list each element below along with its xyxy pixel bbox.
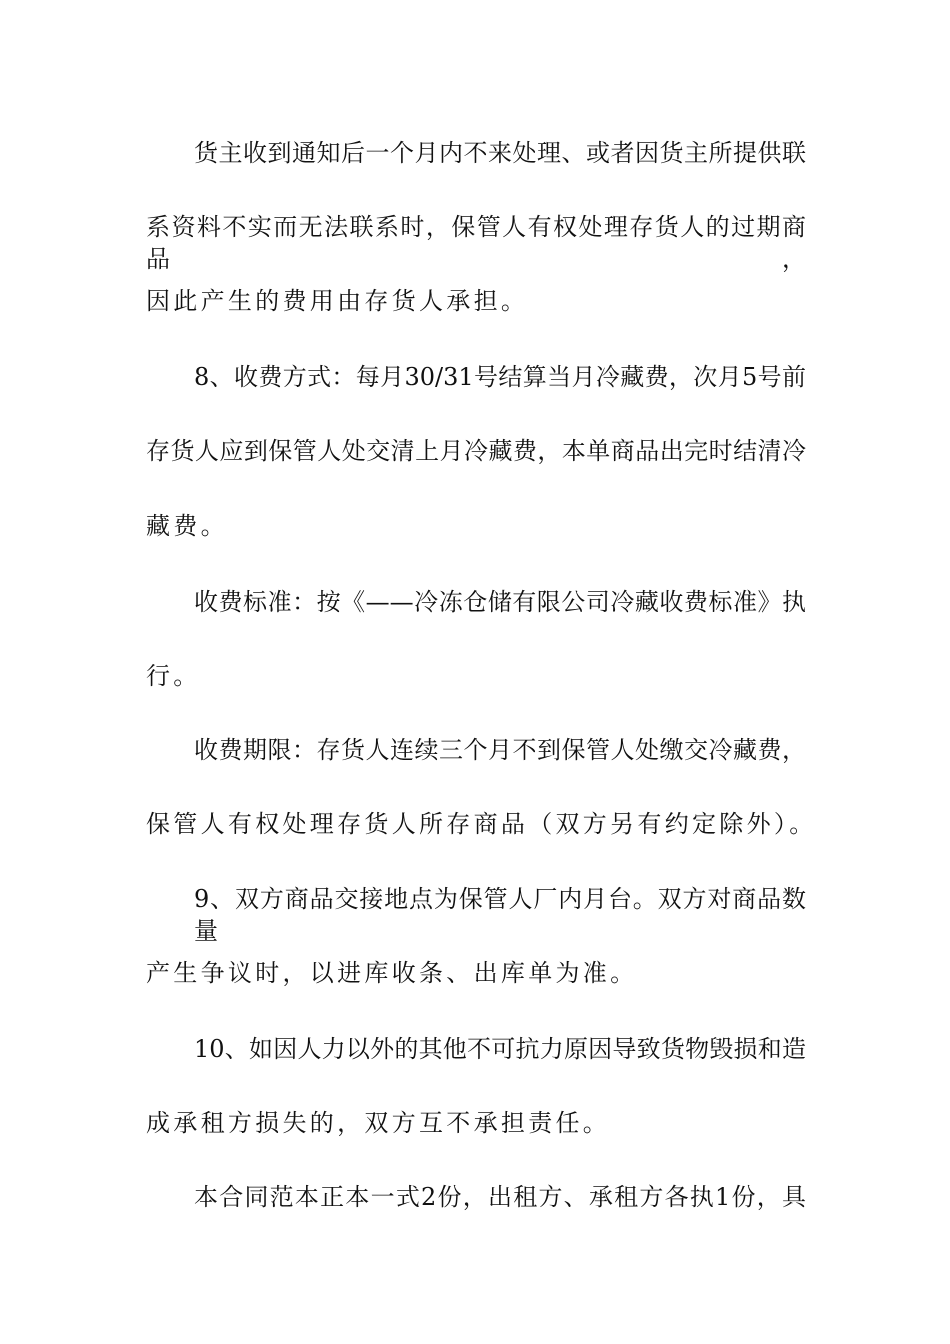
paragraph-line: 产生争议时，以进库收条、出库单为准。 xyxy=(146,959,638,987)
paragraph-line: 8、收费方式：每月30/31号结算当月冷藏费，次月5号前 xyxy=(194,363,806,391)
paragraph-line: 成承租方损失的，双方互不承担责任。 xyxy=(146,1109,611,1137)
paragraph-line: 本合同范本正本一式2份，出租方、承租方各执1份，具 xyxy=(194,1183,806,1211)
paragraph-line: 10、如因人力以外的其他不可抗力原因导致货物毁损和造 xyxy=(194,1035,806,1063)
paragraph-line: 系资料不实而无法联系时，保管人有权处理存货人的过期商品， xyxy=(146,213,806,273)
paragraph-line: 收费期限：存货人连续三个月不到保管人处缴交冷藏费， xyxy=(194,736,806,764)
paragraph-line: 收费标准：按《——冷冻仓储有限公司冷藏收费标准》执 xyxy=(194,588,806,616)
paragraph-line: 9、双方商品交接地点为保管人厂内月台。双方对商品数量 xyxy=(194,885,806,945)
paragraph-line: 货主收到通知后一个月内不来处理、或者因货主所提供联 xyxy=(194,139,806,167)
paragraph-line: 存货人应到保管人处交清上月冷藏费，本单商品出完时结清冷 xyxy=(146,437,806,465)
paragraph-line: 因此产生的费用由存货人承担。 xyxy=(146,287,529,315)
paragraph-line: 藏费。 xyxy=(146,512,228,540)
paragraph-line: 行。 xyxy=(146,662,201,690)
paragraph-line: 保管人有权处理存货人所存商品（双方另有约定除外）。 xyxy=(146,810,817,838)
